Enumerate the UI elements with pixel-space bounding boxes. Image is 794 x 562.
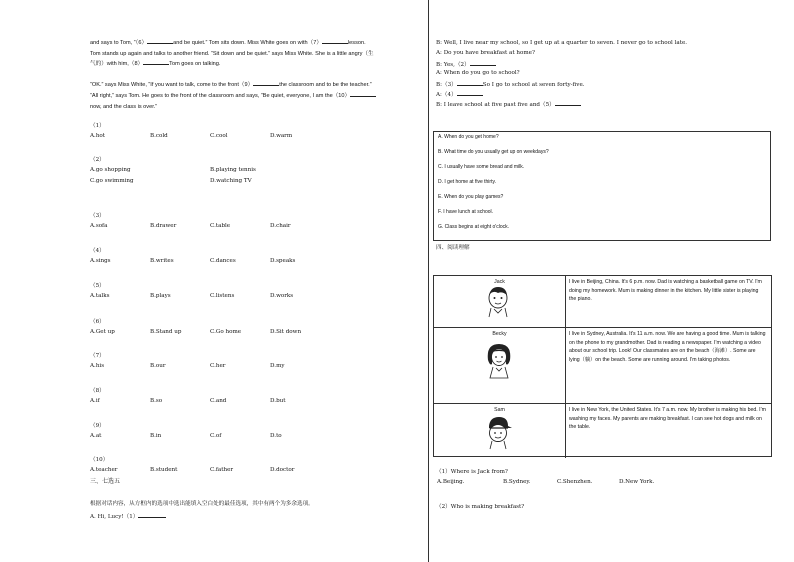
option-b[interactable]: B.in bbox=[150, 433, 162, 439]
option-b[interactable]: B.drawer bbox=[150, 223, 177, 229]
reading-question-1: （1）Where is Jack from? bbox=[436, 469, 508, 475]
question-number: （4） bbox=[90, 248, 105, 254]
question-number: （8） bbox=[90, 388, 105, 394]
answer-blank[interactable] bbox=[470, 60, 496, 66]
reading-text: I live in Sydney, Australia. It's 11 a.m. now. We are having a good time. Mum is talking on the phone to my grandmother. Dad is reading a newspaper. I'm watching a video about our school trip. Look! Our classmates are on the beach（海滩）. Some are lying（躺）on the beach. Some are running around. I'm taking photos. bbox=[569, 331, 766, 363]
passage-line: “OK.” says Miss White, “If you want to talk, come to the front（9） the classroom and to be the teacher.” bbox=[90, 82, 372, 89]
dialogue-line: B: Yes,（2） bbox=[436, 60, 496, 68]
dialogue-line: A. Hi, Lucy!（1） bbox=[90, 512, 420, 521]
choice-d: D. I get home at five thirty. bbox=[438, 179, 496, 185]
dialogue-line: B:（3） So I go to school at seven forty-five. bbox=[436, 82, 585, 88]
column-separator bbox=[565, 276, 566, 327]
option-b[interactable]: B.our bbox=[150, 363, 166, 369]
section-4-title: 四、阅读理解 bbox=[436, 245, 470, 251]
passage-line: now, and the class is over.” bbox=[90, 103, 158, 110]
choice-f: F. I have lunch at school. bbox=[438, 209, 494, 215]
question-number: （9） bbox=[90, 423, 105, 429]
option-a[interactable]: A.teacher bbox=[90, 467, 118, 473]
option-a[interactable]: A.sofa bbox=[90, 223, 108, 229]
option-b[interactable]: B.so bbox=[150, 398, 163, 404]
dialogue-line: A:（4） bbox=[436, 90, 483, 98]
option-a[interactable]: A.at bbox=[90, 433, 102, 439]
answer-blank[interactable] bbox=[147, 38, 173, 44]
option-c[interactable]: C.her bbox=[210, 363, 226, 369]
boy-cap-face-icon bbox=[484, 414, 514, 450]
answer-blank[interactable] bbox=[138, 512, 166, 518]
choice-a: A. When do you get home? bbox=[438, 134, 499, 140]
option-d[interactable]: D.chair bbox=[270, 223, 291, 229]
passage-line: “All right,” says Tom. He goes to the front of the classroom and says, “Be quiet, everyone, I am the（10） bbox=[90, 91, 420, 102]
choice-box bbox=[433, 131, 771, 241]
option-b[interactable]: B.Stand up bbox=[150, 329, 182, 335]
option-c[interactable]: C.dances bbox=[210, 258, 236, 264]
option-c[interactable]: C.cool bbox=[210, 133, 228, 139]
answer-blank[interactable] bbox=[457, 90, 483, 96]
dialogue-line: B: Well, I live near my school, so I get up at a quarter to seven. I never go to school late. bbox=[436, 40, 688, 46]
option-a[interactable]: A.Beijing. bbox=[437, 479, 465, 485]
answer-blank[interactable] bbox=[143, 59, 169, 65]
boy-face-icon bbox=[484, 285, 512, 319]
column-separator bbox=[565, 328, 566, 403]
option-a[interactable]: A.sings bbox=[90, 258, 111, 264]
option-a[interactable]: A.if bbox=[90, 398, 100, 404]
choice-g: G. Class begins at eight o'clock. bbox=[438, 224, 509, 230]
option-c[interactable]: C.go swimming bbox=[90, 178, 134, 184]
choice-b: B. What time do you usually get up on weekdays? bbox=[438, 149, 549, 155]
option-b[interactable]: B.Sydney. bbox=[503, 479, 531, 485]
answer-blank[interactable] bbox=[253, 80, 279, 86]
section-3-instruction: 根据对话内容，从方框内的选项中选出能填入空白处的最佳选项，其中有两个为多余选项。 bbox=[90, 501, 314, 507]
option-c[interactable]: C.table bbox=[210, 223, 231, 229]
option-b[interactable]: B.playing tennis bbox=[210, 167, 256, 173]
reading-row-sam bbox=[434, 404, 771, 458]
girl-face-icon bbox=[484, 340, 514, 380]
option-d[interactable]: D.my bbox=[270, 363, 285, 369]
option-d[interactable]: D.doctor bbox=[270, 467, 295, 473]
passage-line: 气的）with him,（8） Tom goes on talking. bbox=[90, 61, 221, 68]
question-number: （7） bbox=[90, 353, 105, 359]
person-name: Sam bbox=[494, 407, 505, 413]
reading-row-becky bbox=[434, 328, 771, 404]
dialogue-line: A: When do you go to school? bbox=[436, 70, 520, 76]
question-number: （6） bbox=[90, 319, 105, 325]
question-number: （3） bbox=[90, 213, 105, 219]
option-b[interactable]: B.writes bbox=[150, 258, 174, 264]
option-c[interactable]: C.of bbox=[210, 433, 222, 439]
option-a[interactable]: A.his bbox=[90, 363, 105, 369]
reading-row-jack bbox=[434, 276, 771, 328]
option-b[interactable]: B.student bbox=[150, 467, 178, 473]
column-divider bbox=[428, 0, 429, 562]
option-a[interactable]: A.hot bbox=[90, 133, 106, 139]
column-separator bbox=[565, 404, 566, 458]
cloze-passage bbox=[90, 38, 420, 112]
reading-question-2: （2）Who is making breakfast? bbox=[436, 504, 525, 510]
passage-line: and says to Tom, “（6） and be quiet.” Tom sits down. Miss White goes on with（7） lesson. bbox=[90, 40, 366, 46]
answer-blank[interactable] bbox=[457, 80, 483, 86]
option-d[interactable]: D.watching TV bbox=[210, 178, 252, 184]
reading-text: I live in New York, the United States. It's 7 a.m. now. My brother is making his bed. I'm washing my faces. My parents are making breakfast. I can see hot dogs and milk on the table. bbox=[569, 407, 766, 431]
option-d[interactable]: D.speaks bbox=[270, 258, 296, 264]
reading-text: I live in Beijing, China. It's 6 p.m. now. Dad is watching a basketball game on TV. I'm doing my homework. Mum is making dinner in the kitchen. My little sister is playing the piano. bbox=[569, 279, 762, 303]
option-d[interactable]: D.New York. bbox=[619, 479, 655, 485]
option-d[interactable]: D.Sit down bbox=[270, 329, 302, 335]
option-c[interactable]: C.father bbox=[210, 467, 234, 473]
option-b[interactable]: B.cold bbox=[150, 133, 168, 139]
answer-blank[interactable] bbox=[350, 91, 376, 97]
person-name: Jack bbox=[494, 279, 505, 285]
question-number: （1） bbox=[90, 123, 105, 129]
reading-table bbox=[433, 275, 772, 457]
answer-blank[interactable] bbox=[322, 38, 348, 44]
passage-line: Tom stands up again and talks to another friend. “Sit down and be quiet.” says Miss White. She is a little angry（生 bbox=[90, 50, 374, 57]
dialogue-line: B: I leave school at five past five and（5） bbox=[436, 100, 581, 108]
option-d[interactable]: D.warm bbox=[270, 133, 293, 139]
section-3-title: 三、七选五 bbox=[90, 478, 121, 485]
question-number: （2） bbox=[90, 157, 105, 163]
option-c[interactable]: C.listens bbox=[210, 293, 235, 299]
dialogue-line: A: Do you have breakfast at home? bbox=[436, 50, 535, 56]
option-d[interactable]: D.works bbox=[270, 293, 294, 299]
question-number: （10） bbox=[90, 457, 109, 463]
option-b[interactable]: B.plays bbox=[150, 293, 171, 299]
option-c[interactable]: C.and bbox=[210, 398, 227, 404]
option-a[interactable]: A.Get up bbox=[90, 329, 115, 335]
person-name: Becky bbox=[492, 331, 507, 337]
answer-blank[interactable] bbox=[555, 100, 581, 106]
option-d[interactable]: D.but bbox=[270, 398, 286, 404]
choice-c: C. I usually have some bread and milk. bbox=[438, 164, 525, 170]
option-c[interactable]: C.Shenzhen. bbox=[557, 479, 593, 485]
passage-line bbox=[90, 70, 420, 81]
choice-e: E. When do you play games? bbox=[438, 194, 504, 200]
option-c[interactable]: C.Go home bbox=[210, 329, 242, 335]
option-d[interactable]: D.to bbox=[270, 433, 282, 439]
option-a[interactable]: A.talks bbox=[90, 293, 110, 299]
question-number: （5） bbox=[90, 283, 105, 289]
option-a[interactable]: A.go shopping bbox=[90, 167, 131, 173]
